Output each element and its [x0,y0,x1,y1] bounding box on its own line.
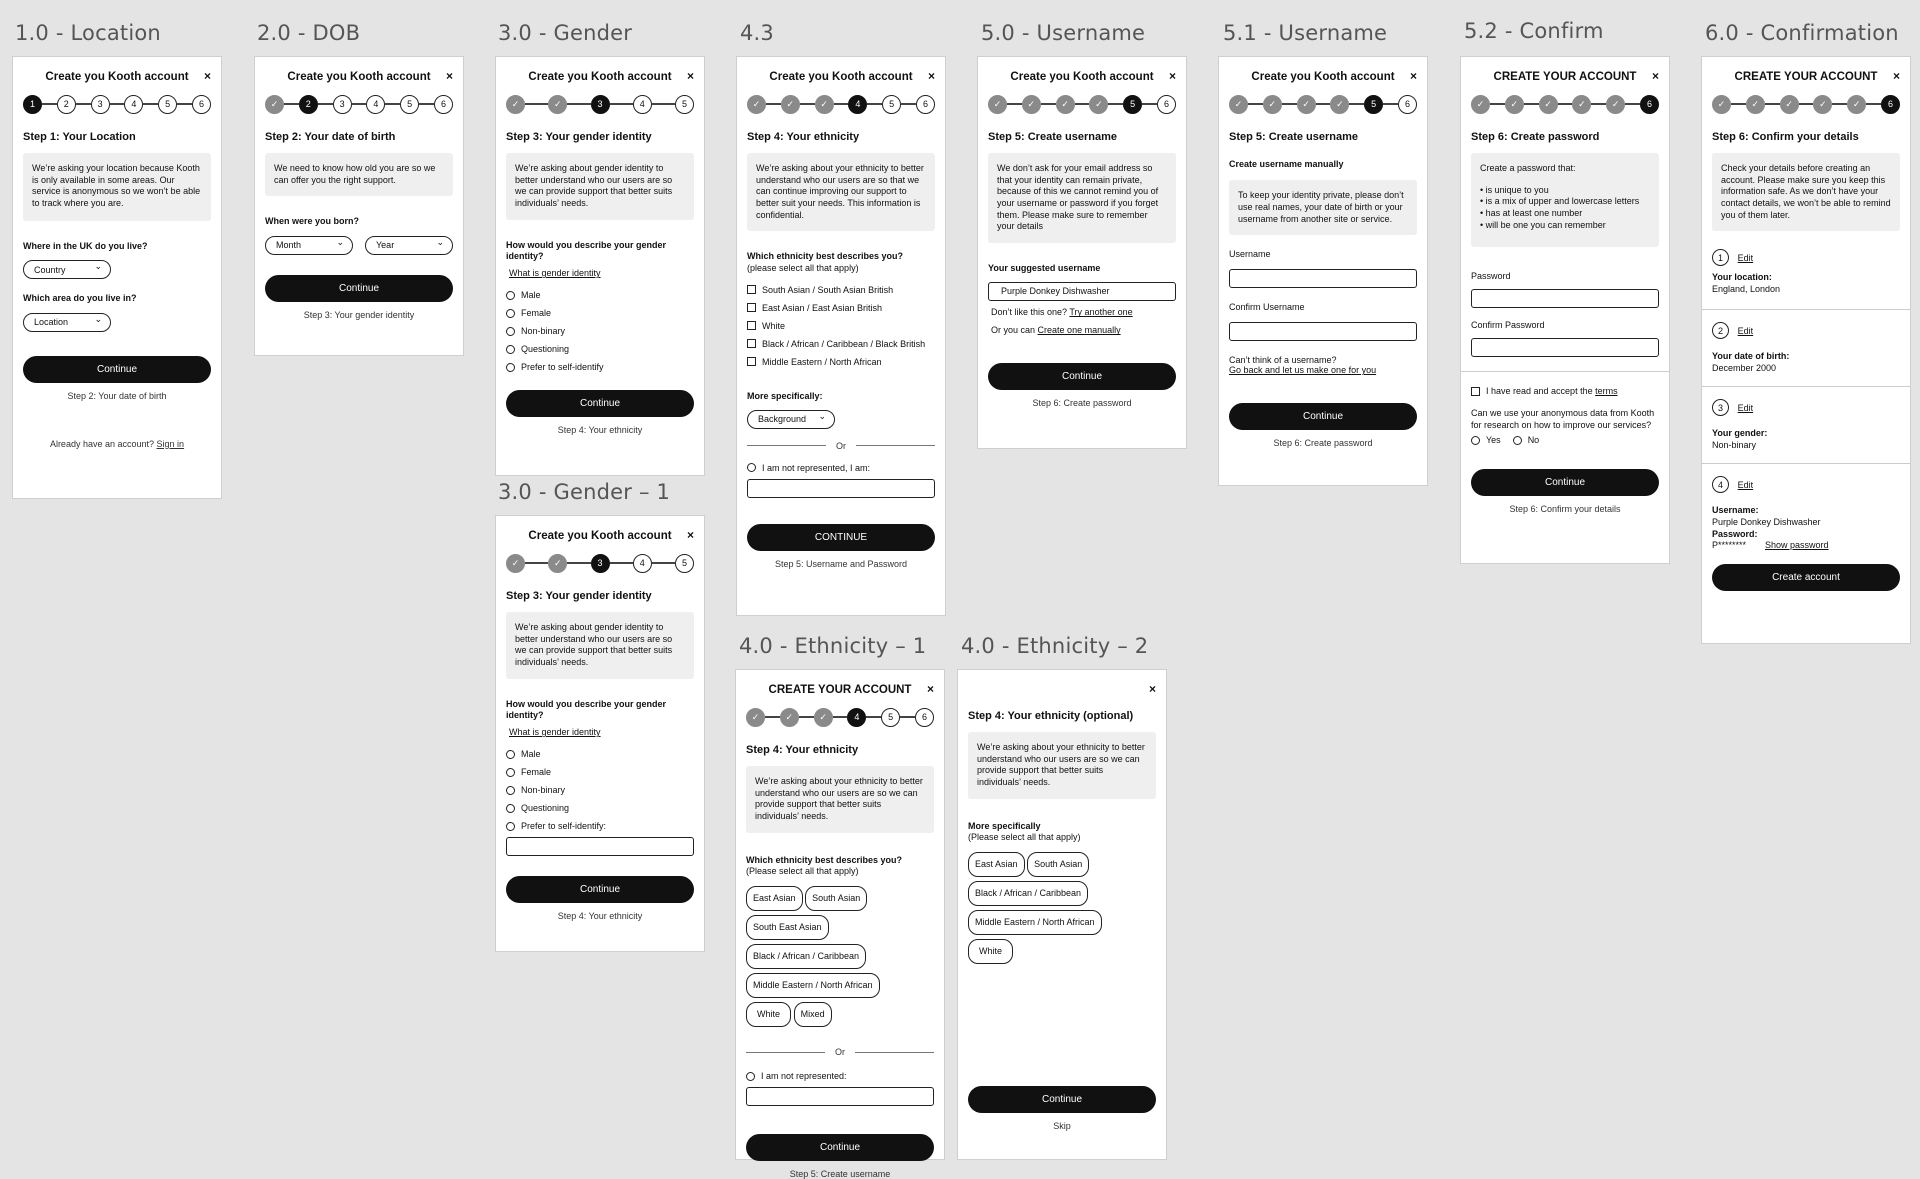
close-icon[interactable]: × [926,682,934,696]
next-step-caption: Step 6: Create password [1273,438,1373,449]
dialog-title: Create you Kooth account [1251,71,1395,83]
check-icon: ✓ [747,95,766,114]
screen-gender [495,56,705,476]
check-icon: ✓ [1746,95,1765,114]
edit-link[interactable]: Edit [1737,402,1754,413]
dialog-title: CREATE YOUR ACCOUNT [1734,71,1878,83]
info-box: We’re asking about gender identity to better understand who our users are so we can provide support that better suits individuals’ needs. [506,153,694,220]
show-password-link[interactable]: Show password [1765,539,1829,550]
check-icon: ✓ [506,554,525,573]
check-icon: ✓ [1297,95,1316,114]
question: Your suggested username [988,263,1101,274]
edit-link[interactable]: Edit [1737,479,1754,490]
step-3: 3 [591,95,610,114]
stepper [747,93,935,115]
radio-option[interactable]: Female [506,767,694,777]
frame-label: 5.0 - Username [981,21,1146,45]
question-sub: (Please select all that apply) [746,866,859,876]
step-heading: Step 5: Create username [1229,131,1358,143]
step-heading: Step 6: Confirm your details [1712,131,1859,143]
pill-option[interactable]: Mixed [794,1002,832,1027]
check-icon: ✓ [1606,95,1625,114]
stepper [988,93,1176,115]
step-4: 4 [847,708,866,727]
step-4: 4 [633,554,652,573]
continue-button[interactable]: Continue [1229,403,1417,430]
month-select[interactable]: Month ⌄ [265,236,353,255]
continue-button[interactable]: Continue [506,876,694,903]
summary-location: 1 Edit Your location: England, London [1712,249,1900,309]
close-icon[interactable]: × [1148,682,1156,696]
step-heading: Step 5: Create username [988,131,1117,143]
pill-option[interactable]: Black / African / Caribbean [968,881,1088,906]
info-box: Check your details before creating an account. Please make sure you keep this information safe. As we don’t have your contact details, we won’t be able to remind you of them later. [1712,153,1900,231]
dialog-title: Create you Kooth account [769,71,913,83]
question: How would you describe your gender identity? [506,239,667,261]
signin-link[interactable]: Sign in [156,438,185,449]
check-icon: ✓ [1089,95,1108,114]
step-6: 6 [1157,95,1176,114]
radio-option[interactable]: Non-binary [506,785,694,795]
check-icon: ✓ [781,95,800,114]
research-question: Can we use your anonymous data from Kooth for research on how to improve our services? [1471,408,1655,430]
question: More specifically [968,820,1041,831]
close-icon[interactable]: × [1168,69,1176,83]
radio-option[interactable]: Prefer to self-identify: [506,821,694,831]
next-step-caption: Step 5: Username and Password [774,558,908,569]
try-another-link[interactable]: Try another one [1069,307,1133,318]
password-input[interactable] [1471,289,1659,308]
pill-option[interactable]: Middle Eastern / North African [746,973,880,998]
check-icon: ✓ [1056,95,1075,114]
next-step-caption: Step 3: Your gender identity [303,309,415,320]
step-5: 5 [1364,95,1383,114]
stepper [506,552,694,574]
radio-option[interactable]: Questioning [506,803,694,813]
go-back-link[interactable]: Go back and let us make one for you [1229,365,1377,376]
year-select[interactable]: Year ⌄ [365,236,453,255]
location-select[interactable]: Location ⌄ [23,313,111,332]
country-select[interactable]: Country ⌄ [23,260,111,279]
frame-label: 5.2 - Confirm [1464,19,1604,43]
next-step-caption: Step 6: Create password [1032,398,1132,409]
research-options [1471,435,1659,445]
pill-option[interactable]: White [746,1002,791,1027]
step-6: 6 [1398,95,1417,114]
check-icon: ✓ [1471,95,1490,114]
continue-button[interactable]: Continue [988,363,1176,390]
radio-option[interactable]: Male [506,290,694,300]
frame-label: 4.0 - Ethnicity – 1 [739,634,927,658]
dialog-title: Create you Kooth account [528,71,672,83]
pill-option[interactable]: East Asian [746,886,803,911]
summary-account: 4 Edit Username: Purple Donkey Dishwasher Password: P******** Show password [1712,476,1900,550]
screen-location [12,56,222,499]
question: When were you born? [265,216,360,227]
check-icon: ✓ [265,95,284,114]
step-5: 5 [1123,95,1142,114]
edit-link[interactable]: Edit [1737,325,1754,336]
step-2: 2 [57,95,76,114]
check-icon: ✓ [780,708,799,727]
self-identify-input[interactable] [506,837,694,856]
signin-row: Already have an account? Sign in [49,438,185,449]
summary-dob: 2 Edit Your date of birth: December 2000 [1712,322,1900,386]
pill-option[interactable]: East Asian [968,852,1025,877]
screen-password [1460,56,1670,564]
not-represented-input[interactable] [746,1087,934,1106]
radio-yes[interactable]: Yes [1471,435,1501,445]
pill-group [968,850,1156,966]
checkbox-option[interactable]: East Asian / East Asian British [747,303,935,313]
question: Which ethnicity best describes you? [746,854,903,865]
check-icon: ✓ [1712,95,1731,114]
step-heading: Step 2: Your date of birth [265,131,396,143]
next-step-caption: Step 4: Your ethnicity [557,425,643,436]
checkbox-option[interactable]: Black / African / Caribbean / Black British [747,339,935,349]
checkbox-option[interactable]: Middle Eastern / North African [747,357,935,367]
subheading: Create username manually [1229,159,1344,169]
terms-checkbox[interactable]: I have read and accept the terms [1471,386,1659,396]
stepper [506,93,694,115]
gender-link[interactable]: What is gender identity [509,268,601,279]
pill-group [746,884,934,1029]
check-icon: ✓ [746,708,765,727]
or-divider: Or [747,441,935,451]
screen-confirmation [1701,56,1911,644]
info-box: Create a password that: • is unique to you • is a mix of upper and lowercase letters • has at least one number • will be one you can remember [1471,153,1659,247]
info-box: To keep your identity private, please don’t use real names, your date of birth or your username from another site or service. [1229,180,1417,235]
skip-link[interactable]: Skip [1053,1121,1071,1132]
cant-think: Can’t think of a username? [1229,355,1337,366]
continue-button[interactable]: Continue [746,1134,934,1161]
check-icon: ✓ [988,95,1007,114]
check-icon: ✓ [1022,95,1041,114]
close-icon[interactable]: × [1892,69,1900,83]
next-step-caption: Step 5: Create username [789,1169,891,1179]
step-heading: Step 3: Your gender identity [506,131,652,143]
stepper [265,93,453,115]
stepper [23,93,211,115]
confirm-password-input[interactable] [1471,338,1659,357]
check-icon: ✓ [506,95,525,114]
step-5: 5 [158,95,177,114]
radio-option[interactable]: I am not represented, I am: [747,463,935,473]
continue-button[interactable]: Continue [265,275,453,302]
edit-link[interactable]: Edit [1737,252,1754,263]
check-icon: ✓ [1263,95,1282,114]
field-label: Confirm Password [1471,320,1545,330]
frame-label: 1.0 - Location [15,21,161,45]
next-step-caption: Step 6: Confirm your details [1509,504,1621,515]
continue-button[interactable]: Continue [1471,469,1659,496]
radio-no[interactable]: No [1513,435,1540,445]
question: Which ethnicity best describes you? [747,251,904,262]
check-icon: ✓ [1330,95,1349,114]
next-step-caption: Step 2: Your date of birth [67,390,167,401]
info-box: We’re asking your location because Kooth is only available in some areas. Our service is anonymous so we won’t be able to track where you are. [23,153,211,221]
create-account-button[interactable]: Create account [1712,564,1900,591]
step-heading: Step 1: Your Location [23,131,136,143]
screen-username-manual [1218,56,1428,486]
question: How would you describe your gender identity? [506,698,667,720]
step-heading: Step 4: Your ethnicity [746,744,859,756]
check-icon: ✓ [1780,95,1799,114]
check-icon: ✓ [1847,95,1866,114]
step-2: 2 [299,95,318,114]
frame-label: 4.3 [740,21,774,45]
step-4: 4 [848,95,867,114]
pill-option[interactable]: South Asian [805,886,867,911]
step-3: 3 [91,95,110,114]
frame-label: 4.0 - Ethnicity – 2 [961,634,1149,658]
close-icon[interactable]: × [686,528,694,542]
step-6: 6 [192,95,211,114]
stepper [1229,93,1417,115]
check-icon: ✓ [1505,95,1524,114]
question-sub: (please select all that apply) [747,262,859,273]
info-box: We don’t ask for your email address so that your identity can remain private, because of this we cannot remind you of your username or password if you forget them. Please make sure to remember your details [988,153,1176,243]
step-4: 4 [366,95,385,114]
or-divider: Or [746,1047,934,1057]
create-manually-link[interactable]: Create one manually [1037,325,1121,336]
info-box: We’re asking about your ethnicity to better understand who our users are so that we can continue improving our support to better suit your needs. This information is confidential. [747,153,935,231]
manual-row: Or you can Create one manually [991,325,1121,336]
radio-option[interactable]: I am not represented: [746,1071,934,1081]
info-box: We’re asking about gender identity to better understand who our users are so we can provide support that better suits individuals’ needs. [506,612,694,679]
continue-button[interactable]: CONTINUE [747,524,935,551]
step-heading: Step 4: Your ethnicity (optional) [968,710,1134,722]
stepper [1471,93,1659,115]
pill-option[interactable]: Middle Eastern / North African [968,910,1102,935]
frame-label: 5.1 - Username [1223,21,1388,45]
checkbox-option[interactable]: South Asian / South Asian British [747,285,935,295]
continue-button[interactable]: Continue [23,356,211,383]
field-label: Confirm Username [1229,302,1305,313]
check-icon: ✓ [1813,95,1832,114]
field-label: Password [1471,271,1511,281]
pill-option[interactable]: South East Asian [746,915,829,940]
stepper [746,706,934,728]
close-icon[interactable]: × [445,69,453,83]
screen-gender-1 [495,515,705,952]
frame-label: 2.0 - DOB [257,21,361,45]
step-6: 6 [915,708,934,727]
question-sub: (Please select all that apply) [968,832,1081,842]
suggested-username-field[interactable]: Purple Donkey Dishwasher [988,282,1176,301]
summary-gender: 3 Edit Your gender: Non-binary [1712,399,1900,463]
stepper [1712,93,1900,115]
continue-button[interactable]: Continue [968,1086,1156,1113]
step-5: 5 [882,95,901,114]
close-icon[interactable]: × [927,69,935,83]
check-icon: ✓ [815,95,834,114]
screen-username [977,56,1187,449]
username-input[interactable] [1229,269,1417,288]
step-5: 5 [400,95,419,114]
frame-label: 6.0 - Confirmation [1705,21,1899,45]
dialog-title: CREATE YOUR ACCOUNT [768,684,912,696]
field-label: Username [1229,249,1271,260]
close-icon[interactable]: × [1409,69,1417,83]
step-5: 5 [675,95,694,114]
continue-button[interactable]: Continue [506,390,694,417]
step-3: 3 [591,554,610,573]
dialog-title: Create you Kooth account [45,71,189,83]
question: Where in the UK do you live? [23,241,148,251]
pill-option[interactable]: South Asian [1027,852,1089,877]
dialog-title: Create you Kooth account [528,530,672,542]
radio-option[interactable]: Male [506,749,694,759]
frame-label: 3.0 - Gender – 1 [498,480,671,504]
radio-option[interactable]: Questioning [506,344,694,354]
radio-option[interactable]: Non-binary [506,326,694,336]
radio-option[interactable]: Female [506,308,694,318]
step-heading: Step 3: Your gender identity [506,590,652,602]
close-icon[interactable]: × [686,69,694,83]
radio-option[interactable]: Prefer to self-identify [506,362,694,372]
screen-ethnicity-2 [957,669,1167,1160]
check-icon: ✓ [1229,95,1248,114]
not-represented-input[interactable] [747,479,935,498]
step-6: 6 [916,95,935,114]
step-6: 6 [1640,95,1659,114]
step-heading: Step 4: Your ethnicity [747,131,860,143]
step-5: 5 [675,554,694,573]
info-box: We’re asking about your ethnicity to better understand who our users are so we can provide support that better suits individuals’ needs. [746,766,934,833]
close-icon[interactable]: × [1651,69,1659,83]
check-icon: ✓ [548,95,567,114]
background-select[interactable]: Background ⌄ [747,410,835,429]
check-icon: ✓ [1572,95,1591,114]
check-icon: ✓ [814,708,833,727]
gender-link[interactable]: What is gender identity [509,727,601,738]
step-4: 4 [633,95,652,114]
pill-option[interactable]: White [968,939,1013,964]
info-box: We’re asking about your ethnicity to better understand who our users are so we can provide support that better suits individuals’ needs. [968,732,1156,799]
step-6: 6 [1881,95,1900,114]
step-5: 5 [881,708,900,727]
screen-ethnicity [736,56,946,616]
question: More specifically: [747,390,823,401]
screen-dob [254,56,464,356]
terms-link[interactable]: terms [1595,386,1618,396]
step-6: 6 [434,95,453,114]
frame-label: 3.0 - Gender [498,21,633,45]
step-3: 3 [333,95,352,114]
dialog-title: Create you Kooth account [287,71,431,83]
dialog-title: CREATE YOUR ACCOUNT [1493,71,1637,83]
question: Which area do you live in? [23,293,137,304]
checkbox-option[interactable]: White [747,321,935,331]
info-box: We need to know how old you are so we can offer you the right support. [265,153,453,196]
pill-option[interactable]: Black / African / Caribbean [746,944,866,969]
try-row: Don’t like this one? Try another one [991,307,1133,318]
check-icon: ✓ [548,554,567,573]
next-step-caption: Step 4: Your ethnicity [557,911,643,922]
step-heading: Step 6: Create password [1471,131,1600,143]
screen-ethnicity-1 [735,669,945,1179]
confirm-username-input[interactable] [1229,322,1417,341]
check-icon: ✓ [1539,95,1558,114]
step-4: 4 [124,95,143,114]
close-icon[interactable]: × [203,69,211,83]
dialog-title: Create you Kooth account [1010,71,1154,83]
step-1: 1 [23,95,42,114]
